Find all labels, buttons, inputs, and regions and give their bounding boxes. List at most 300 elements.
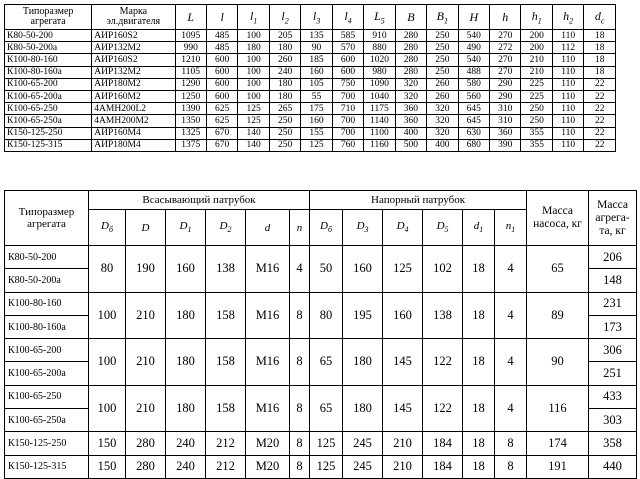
table-cell: 355 <box>521 127 552 139</box>
table-cell: 360 <box>395 115 426 127</box>
table-cell: 600 <box>206 66 237 78</box>
table-cell: 8 <box>495 432 527 455</box>
table-cell: 110 <box>552 115 583 127</box>
table-cell: 158 <box>206 385 246 432</box>
table-cell: 102 <box>423 246 463 293</box>
table-cell: 18 <box>584 54 616 66</box>
table-cell: 18 <box>463 432 495 455</box>
mass-unit-cell: 148 <box>589 269 637 292</box>
header-h1: $h_1$ <box>521 5 552 30</box>
row-motor: 4АМН200М2 <box>92 115 175 127</box>
table-cell: 110 <box>552 54 583 66</box>
row-type: К100-65-250 <box>5 385 89 408</box>
table-cell: 150 <box>89 432 126 455</box>
table-cell: 270 <box>490 30 521 42</box>
table-cell: 210 <box>521 66 552 78</box>
table-cell: 290 <box>490 90 521 102</box>
header-h: h <box>490 5 521 30</box>
table-row <box>5 339 637 362</box>
table-cell: 250 <box>269 139 300 151</box>
row-type: К100-80-160 <box>5 292 89 315</box>
table-cell: 140 <box>238 127 269 139</box>
table-cell: 355 <box>521 139 552 151</box>
table-cell: 100 <box>89 292 126 339</box>
mass-unit-cell: 303 <box>589 409 637 432</box>
table-cell: 1390 <box>175 103 206 115</box>
table-cell: 140 <box>238 139 269 151</box>
header-l1: $l_1$ <box>238 5 269 30</box>
table-cell: 90 <box>301 42 332 54</box>
table-cell: 22 <box>584 127 616 139</box>
table-cell: 100 <box>238 66 269 78</box>
table-cell: 100 <box>89 339 126 386</box>
mass-unit-cell: 206 <box>589 246 637 269</box>
table-cell: 100 <box>238 90 269 102</box>
table-cell: 180 <box>343 339 383 386</box>
table-row <box>5 66 616 78</box>
table-cell: 138 <box>206 246 246 293</box>
table-cell: 1350 <box>175 115 206 127</box>
table-cell: 625 <box>206 103 237 115</box>
mass-pump-cell: 116 <box>527 385 589 432</box>
table-cell: 138 <box>423 292 463 339</box>
table-cell: 600 <box>332 54 363 66</box>
table1-header-row <box>5 5 616 30</box>
table-cell: 880 <box>364 42 395 54</box>
row-type: К150-125-250 <box>5 127 92 139</box>
header-dc: $d_c$ <box>584 5 616 30</box>
row-motor: АИР132М2 <box>92 42 175 54</box>
table-cell: М16 <box>246 292 290 339</box>
row-type: К100-80-160а <box>5 315 89 338</box>
header-suction-D: D <box>126 210 166 246</box>
table-cell: 18 <box>463 292 495 339</box>
header-l: l <box>206 5 237 30</box>
table-cell: 205 <box>269 30 300 42</box>
table-cell: 260 <box>427 90 458 102</box>
table-cell: 560 <box>458 90 489 102</box>
header-L: L <box>175 5 206 30</box>
table-cell: 210 <box>383 432 423 455</box>
table-cell: 320 <box>427 127 458 139</box>
table-cell: 4 <box>495 385 527 432</box>
table-cell: 8 <box>290 432 310 455</box>
table-cell: 225 <box>521 78 552 90</box>
table-cell: 760 <box>332 139 363 151</box>
header-mass-unit: Масса агрега-та, кг <box>589 191 637 246</box>
table-cell: 100 <box>238 54 269 66</box>
row-motor: АИР180М2 <box>92 78 175 90</box>
table-cell: 8 <box>290 455 310 478</box>
table-cell: М16 <box>246 339 290 386</box>
table-cell: 630 <box>458 127 489 139</box>
header-B1: $B_1$ <box>427 5 458 30</box>
header-discharge-d1: $d_1$ <box>463 210 495 246</box>
table-cell: 18 <box>584 30 616 42</box>
table2-group-header-row <box>5 191 637 210</box>
table-row <box>5 115 616 127</box>
table-cell: 540 <box>458 54 489 66</box>
table-cell: 160 <box>301 115 332 127</box>
row-type: К100-80-160 <box>5 54 92 66</box>
table-cell: 250 <box>427 54 458 66</box>
table-cell: 270 <box>490 54 521 66</box>
header-B: B <box>395 5 426 30</box>
header-type-2: Типоразмер агрегата <box>5 191 89 246</box>
table-cell: 200 <box>521 30 552 42</box>
row-motor: АИР180М4 <box>92 139 175 151</box>
table-cell: 250 <box>427 66 458 78</box>
table-cell: 18 <box>584 42 616 54</box>
table-cell: 18 <box>463 385 495 432</box>
table-cell: 185 <box>301 54 332 66</box>
row-motor: АИР132М2 <box>92 66 175 78</box>
table-cell: 1100 <box>364 127 395 139</box>
table-cell: 1140 <box>364 115 395 127</box>
table-cell: 360 <box>395 103 426 115</box>
table-cell: 250 <box>521 115 552 127</box>
table-cell: 4 <box>495 339 527 386</box>
row-type: К100-65-200 <box>5 339 89 362</box>
table-cell: 600 <box>206 54 237 66</box>
table-cell: 125 <box>238 115 269 127</box>
mass-pump-cell: 90 <box>527 339 589 386</box>
table-cell: 485 <box>206 30 237 42</box>
header-h2: $h_2$ <box>552 5 583 30</box>
table-cell: 710 <box>332 103 363 115</box>
table-cell: 55 <box>301 90 332 102</box>
table-cell: 645 <box>458 115 489 127</box>
table-cell: 155 <box>301 127 332 139</box>
table-cell: 180 <box>343 385 383 432</box>
row-type: К100-65-250а <box>5 409 89 432</box>
table-cell: 125 <box>310 455 343 478</box>
header-suction: Всасывающий патрубок <box>89 191 310 210</box>
table-cell: 320 <box>427 103 458 115</box>
header-l3: $l_3$ <box>301 5 332 30</box>
table-cell: 22 <box>584 90 616 102</box>
header-suction-n: n <box>290 210 310 246</box>
table-cell: 490 <box>458 42 489 54</box>
table-cell: 280 <box>395 30 426 42</box>
table-cell: 540 <box>458 30 489 42</box>
table-cell: 485 <box>206 42 237 54</box>
table-cell: 80 <box>310 292 343 339</box>
table-cell: 200 <box>521 42 552 54</box>
mass-pump-cell: 89 <box>527 292 589 339</box>
header-type: Типоразмер агрегата <box>5 5 92 30</box>
table-row <box>5 103 616 115</box>
table-cell: 180 <box>269 42 300 54</box>
table-row <box>5 90 616 102</box>
table-cell: 80 <box>89 246 126 293</box>
table-cell: 290 <box>490 78 521 90</box>
table-cell: 4 <box>290 246 310 293</box>
table-cell: 110 <box>552 139 583 151</box>
table-cell: 65 <box>310 339 343 386</box>
row-motor: АИР160S2 <box>92 30 175 42</box>
table-cell: 100 <box>238 30 269 42</box>
table-cell: 18 <box>584 66 616 78</box>
table-cell: 4 <box>495 292 527 339</box>
table-cell: 125 <box>383 246 423 293</box>
table-cell: 310 <box>490 115 521 127</box>
row-type: К100-65-200 <box>5 78 92 90</box>
header-suction-D2: $D_2$ <box>206 210 246 246</box>
table-cell: 180 <box>269 90 300 102</box>
table-cell: 145 <box>383 339 423 386</box>
table-cell: 1210 <box>175 54 206 66</box>
table-cell: 600 <box>332 66 363 78</box>
table-cell: 1160 <box>364 139 395 151</box>
table-cell: 22 <box>584 115 616 127</box>
table-cell: 8 <box>495 455 527 478</box>
table-cell: 225 <box>521 90 552 102</box>
mass-unit-cell: 231 <box>589 292 637 315</box>
mass-unit-cell: 306 <box>589 339 637 362</box>
table-cell: 1040 <box>364 90 395 102</box>
row-motor: АИР160S2 <box>92 54 175 66</box>
table-cell: 250 <box>427 42 458 54</box>
table-cell: 210 <box>521 54 552 66</box>
table-cell: 110 <box>552 127 583 139</box>
header-discharge-n1: $n_1$ <box>495 210 527 246</box>
table-cell: 1175 <box>364 103 395 115</box>
table-cell: 1325 <box>175 127 206 139</box>
table-cell: 184 <box>423 455 463 478</box>
mass-pump-cell: 65 <box>527 246 589 293</box>
table-cell: 18 <box>463 339 495 386</box>
header-discharge: Напорный патрубок <box>310 191 527 210</box>
table-row <box>5 30 616 42</box>
table-cell: 320 <box>395 78 426 90</box>
table-cell: 625 <box>206 115 237 127</box>
table-cell: 22 <box>584 78 616 90</box>
table-cell: 212 <box>206 455 246 478</box>
table-cell: М20 <box>246 455 290 478</box>
table-cell: 210 <box>383 455 423 478</box>
mass-pump-cell: 191 <box>527 455 589 478</box>
header-H: H <box>458 5 489 30</box>
table-cell: 280 <box>395 66 426 78</box>
table-cell: 280 <box>395 54 426 66</box>
row-type: К100-65-250 <box>5 103 92 115</box>
table-cell: 270 <box>490 66 521 78</box>
table-cell: 184 <box>423 432 463 455</box>
table-cell: 400 <box>395 127 426 139</box>
table-cell: 240 <box>166 455 206 478</box>
table-cell: 175 <box>301 103 332 115</box>
mass-unit-cell: 358 <box>589 432 637 455</box>
table-cell: М16 <box>246 246 290 293</box>
table-cell: 8 <box>290 339 310 386</box>
row-type: К80-50-200а <box>5 42 92 54</box>
table-cell: 280 <box>395 42 426 54</box>
table-cell: 125 <box>310 432 343 455</box>
table-cell: 250 <box>521 103 552 115</box>
table-cell: 180 <box>166 385 206 432</box>
table-cell: 700 <box>332 115 363 127</box>
table-cell: 700 <box>332 90 363 102</box>
table-row <box>5 139 616 151</box>
table-cell: 600 <box>206 78 237 90</box>
table-cell: 110 <box>552 103 583 115</box>
table-cell: 1090 <box>364 78 395 90</box>
table-cell: 980 <box>364 66 395 78</box>
table-cell: 122 <box>423 339 463 386</box>
header-discharge-Db: $D_б$ <box>310 210 343 246</box>
table-cell: 150 <box>89 455 126 478</box>
table-cell: 22 <box>584 139 616 151</box>
mass-pump-cell: 174 <box>527 432 589 455</box>
table-cell: 700 <box>332 127 363 139</box>
table-cell: 8 <box>290 385 310 432</box>
mass-unit-cell: 433 <box>589 385 637 408</box>
table-cell: 160 <box>383 292 423 339</box>
table-cell: 100 <box>89 385 126 432</box>
table-cell: 1095 <box>175 30 206 42</box>
table-cell: 8 <box>290 292 310 339</box>
table-cell: 1250 <box>175 90 206 102</box>
header-l2: $l_2$ <box>269 5 300 30</box>
table-cell: 645 <box>458 103 489 115</box>
table-row <box>5 127 616 139</box>
mass-unit-cell: 173 <box>589 315 637 338</box>
table-cell: 240 <box>269 66 300 78</box>
table-cell: М20 <box>246 432 290 455</box>
row-type: К80-50-200 <box>5 246 89 269</box>
table-cell: 910 <box>364 30 395 42</box>
table-cell: 280 <box>126 455 166 478</box>
table-cell: 212 <box>206 432 246 455</box>
header-suction-D1: $D_1$ <box>166 210 206 246</box>
table-cell: 580 <box>458 78 489 90</box>
table-cell: 160 <box>301 66 332 78</box>
table-cell: 22 <box>584 103 616 115</box>
table-cell: 488 <box>458 66 489 78</box>
table-cell: 245 <box>343 432 383 455</box>
table-cell: 750 <box>332 78 363 90</box>
table-cell: 18 <box>463 455 495 478</box>
table-cell: 50 <box>310 246 343 293</box>
table-cell: 105 <box>301 78 332 90</box>
table-cell: 195 <box>343 292 383 339</box>
table-cell: 180 <box>166 292 206 339</box>
table-cell: 265 <box>269 103 300 115</box>
header-motor: Марка эл.двигателя <box>92 5 175 30</box>
table-cell: 18 <box>463 246 495 293</box>
mass-unit-cell: 251 <box>589 362 637 385</box>
table-cell: 680 <box>458 139 489 151</box>
header-suction-Db: $D_б$ <box>89 210 126 246</box>
table-cell: 250 <box>427 30 458 42</box>
table-cell: 158 <box>206 292 246 339</box>
table-cell: 160 <box>343 246 383 293</box>
table-cell: 100 <box>238 78 269 90</box>
table-cell: 1105 <box>175 66 206 78</box>
table-cell: 160 <box>166 246 206 293</box>
table-cell: 210 <box>126 385 166 432</box>
header-discharge-D5: $D_5$ <box>423 210 463 246</box>
header-mass-pump: Масса насоса, кг <box>527 191 589 246</box>
table-cell: М16 <box>246 385 290 432</box>
table-cell: 670 <box>206 139 237 151</box>
table-cell: 400 <box>427 139 458 151</box>
header-L5: $L_5$ <box>364 5 395 30</box>
table-cell: 1290 <box>175 78 206 90</box>
row-type: К100-65-250а <box>5 115 92 127</box>
table-cell: 125 <box>238 103 269 115</box>
table-cell: 180 <box>269 78 300 90</box>
table-cell: 210 <box>126 292 166 339</box>
table-cell: 260 <box>427 78 458 90</box>
table-row <box>5 78 616 90</box>
table-row <box>5 42 616 54</box>
row-type: К100-65-200а <box>5 362 89 385</box>
row-type: К80-50-200а <box>5 269 89 292</box>
header-discharge-D3: $D_3$ <box>343 210 383 246</box>
table-cell: 600 <box>206 90 237 102</box>
flanges-mass-table <box>4 190 637 479</box>
table-cell: 122 <box>423 385 463 432</box>
table-cell: 280 <box>126 432 166 455</box>
table-cell: 245 <box>343 455 383 478</box>
header-suction-d: d <box>246 210 290 246</box>
header-l4: $l_4$ <box>332 5 363 30</box>
table-cell: 310 <box>490 103 521 115</box>
row-type: К150-125-315 <box>5 139 92 151</box>
mass-unit-cell: 440 <box>589 455 637 478</box>
table-cell: 360 <box>490 127 521 139</box>
table-cell: 180 <box>166 339 206 386</box>
dimensions-table <box>4 4 616 152</box>
row-type: К150-125-250 <box>5 432 89 455</box>
table-cell: 135 <box>301 30 332 42</box>
table-row <box>5 54 616 66</box>
table-cell: 210 <box>126 339 166 386</box>
row-type: К100-80-160а <box>5 66 92 78</box>
table-cell: 250 <box>269 115 300 127</box>
table-cell: 585 <box>332 30 363 42</box>
table-row <box>5 432 637 455</box>
table-cell: 112 <box>552 42 583 54</box>
table-cell: 190 <box>126 246 166 293</box>
table-cell: 145 <box>383 385 423 432</box>
table-cell: 260 <box>269 54 300 66</box>
table-cell: 180 <box>238 42 269 54</box>
table-cell: 110 <box>552 90 583 102</box>
table-cell: 990 <box>175 42 206 54</box>
table-cell: 158 <box>206 339 246 386</box>
table-cell: 320 <box>427 115 458 127</box>
table-cell: 65 <box>310 385 343 432</box>
row-motor: АИР160М2 <box>92 90 175 102</box>
table-cell: 320 <box>395 90 426 102</box>
table-cell: 110 <box>552 30 583 42</box>
table-row <box>5 292 637 315</box>
table-cell: 110 <box>552 66 583 78</box>
row-motor: АИР160М4 <box>92 127 175 139</box>
table-cell: 250 <box>269 127 300 139</box>
table-cell: 4 <box>495 246 527 293</box>
table-cell: 272 <box>490 42 521 54</box>
table-cell: 670 <box>206 127 237 139</box>
table-cell: 110 <box>552 78 583 90</box>
table-cell: 125 <box>301 139 332 151</box>
table-cell: 570 <box>332 42 363 54</box>
table-row <box>5 455 637 478</box>
table-cell: 1375 <box>175 139 206 151</box>
